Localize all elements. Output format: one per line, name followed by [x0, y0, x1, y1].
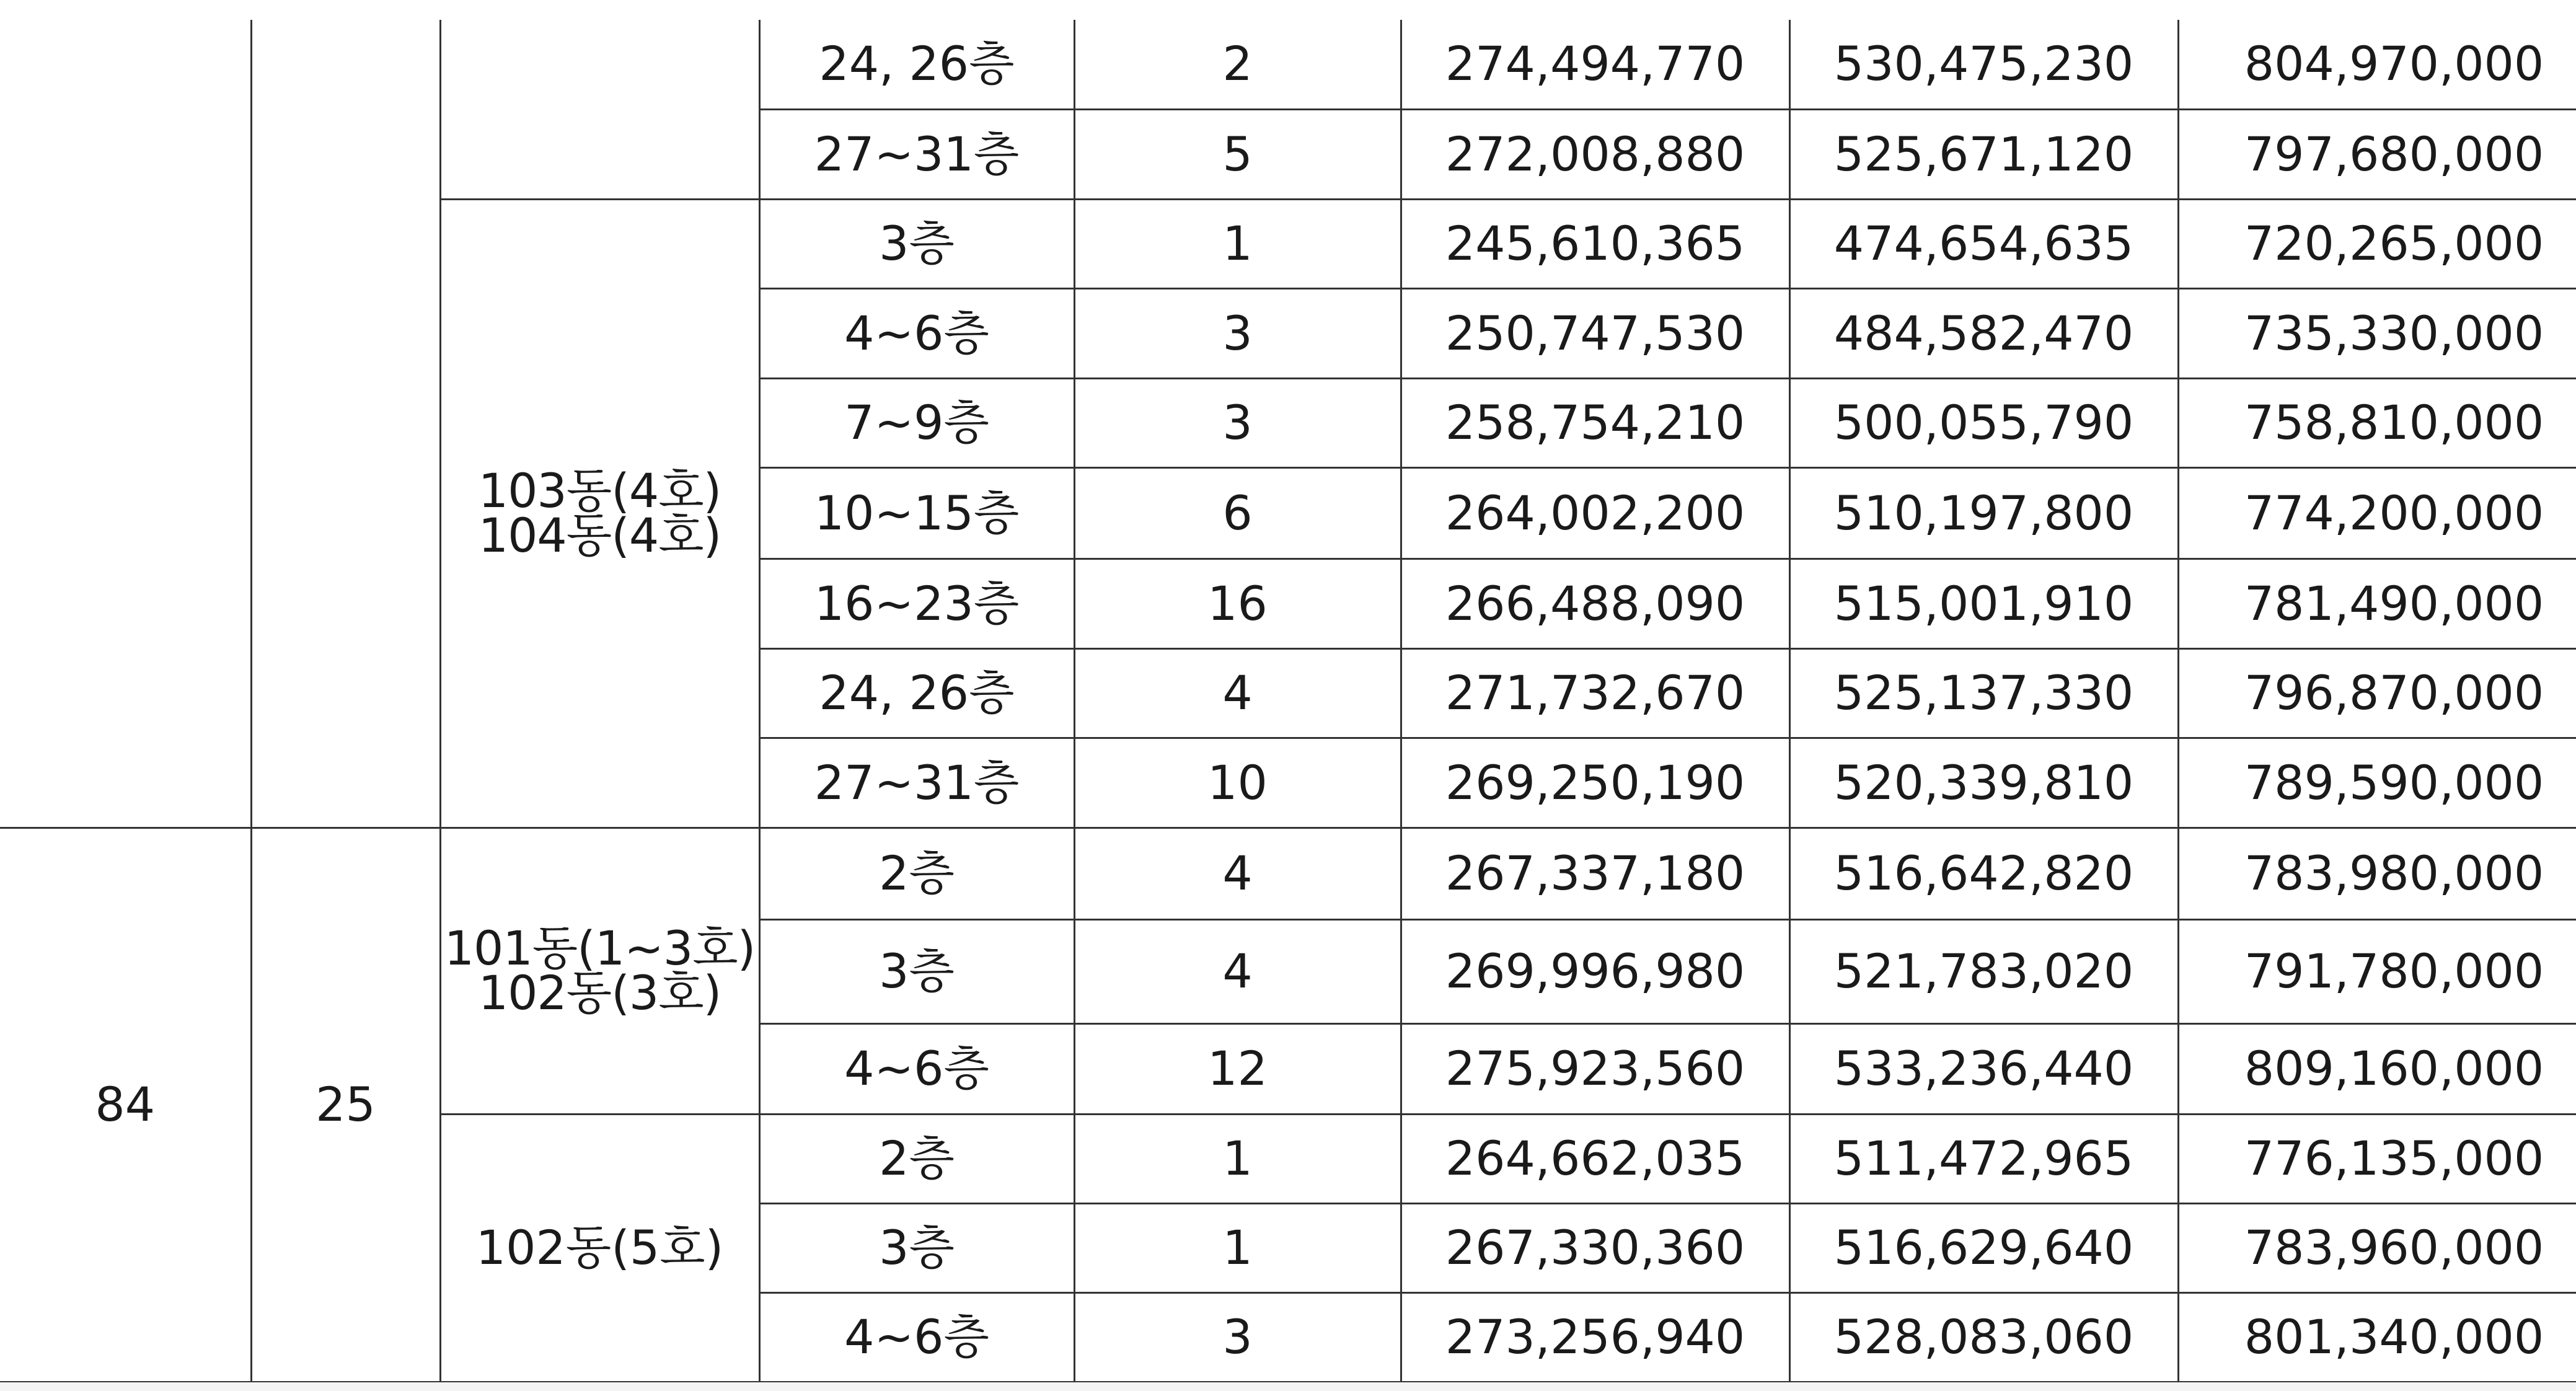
- total-price-cell: 809,160,000: [2178, 1023, 2576, 1114]
- building-price-cell: 520,339,810: [1789, 738, 2178, 828]
- count-cell: 3: [1074, 1292, 1401, 1382]
- floor-cell: 27~31층: [759, 109, 1074, 199]
- total-price-cell: 783,960,000: [2178, 1203, 2576, 1292]
- units-cell: 25: [251, 828, 440, 1382]
- count-cell: 5: [1074, 109, 1401, 199]
- total-price-cell: 735,330,000: [2178, 288, 2576, 378]
- dong-label: 103동(4호): [478, 462, 721, 518]
- land-price-cell: 266,488,090: [1401, 559, 1789, 648]
- floor-cell: 4~6층: [759, 1292, 1074, 1382]
- floor-cell: 3층: [759, 1203, 1074, 1292]
- building-price-cell: 515,001,910: [1789, 559, 2178, 648]
- dong-label: 102동(3호): [478, 965, 721, 1020]
- land-price-cell: 267,337,180: [1401, 828, 1789, 919]
- building-price-cell: 516,642,820: [1789, 828, 2178, 919]
- building-price-cell: 474,654,635: [1789, 199, 2178, 288]
- price-table: [0, 20, 2576, 1383]
- land-price-cell: 250,747,530: [1401, 288, 1789, 378]
- total-price-cell: 758,810,000: [2178, 378, 2576, 467]
- land-price-cell: 271,732,670: [1401, 648, 1789, 738]
- building-price-cell: 511,472,965: [1789, 1114, 2178, 1203]
- total-price-cell: 776,135,000: [2178, 1114, 2576, 1203]
- dong-label: 101동(1~3호): [444, 920, 756, 976]
- total-price-cell: 801,340,000: [2178, 1292, 2576, 1382]
- building-price-cell: 525,137,330: [1789, 648, 2178, 738]
- dong-group-cell: [440, 199, 759, 828]
- building-price-cell: 525,671,120: [1789, 109, 2178, 199]
- building-price-cell: 500,055,790: [1789, 378, 2178, 467]
- total-price-cell: 720,265,000: [2178, 199, 2576, 288]
- floor-cell: 7~9층: [759, 378, 1074, 467]
- floor-cell: 2층: [759, 828, 1074, 919]
- total-price-cell: 789,590,000: [2178, 738, 2576, 828]
- floor-cell: 4~6층: [759, 1023, 1074, 1114]
- total-price-cell: 781,490,000: [2178, 559, 2576, 648]
- land-price-cell: 274,494,770: [1401, 20, 1789, 109]
- land-price-cell: 258,754,210: [1401, 378, 1789, 467]
- area-cell: 84: [0, 828, 251, 1382]
- building-price-cell: 521,783,020: [1789, 919, 2178, 1023]
- floor-cell: 2층: [759, 1114, 1074, 1203]
- count-cell: 1: [1074, 1203, 1401, 1292]
- land-price-cell: 269,996,980: [1401, 919, 1789, 1023]
- land-price-cell: 272,008,880: [1401, 109, 1789, 199]
- count-cell: 3: [1074, 378, 1401, 467]
- building-price-cell: 533,236,440: [1789, 1023, 2178, 1114]
- total-price-cell: 791,780,000: [2178, 919, 2576, 1023]
- area-cell-blank: [0, 20, 251, 828]
- total-price-cell: 804,970,000: [2178, 20, 2576, 109]
- land-price-cell: 267,330,360: [1401, 1203, 1789, 1292]
- land-price-cell: 273,256,940: [1401, 1292, 1789, 1382]
- building-price-cell: 530,475,230: [1789, 20, 2178, 109]
- dong-group-cell: [440, 20, 759, 199]
- total-price-cell: 774,200,000: [2178, 467, 2576, 559]
- land-price-cell: 245,610,365: [1401, 199, 1789, 288]
- building-price-cell: 516,629,640: [1789, 1203, 2178, 1292]
- floor-cell: 3층: [759, 919, 1074, 1023]
- total-price-cell: 783,980,000: [2178, 828, 2576, 919]
- dong-group-cell: [440, 828, 759, 1114]
- count-cell: 4: [1074, 648, 1401, 738]
- count-cell: 1: [1074, 199, 1401, 288]
- floor-cell: 3층: [759, 199, 1074, 288]
- land-price-cell: 275,923,560: [1401, 1023, 1789, 1114]
- page-bottom-edge: [0, 1382, 2576, 1391]
- count-cell: 12: [1074, 1023, 1401, 1114]
- count-cell: 1: [1074, 1114, 1401, 1203]
- count-cell: 6: [1074, 467, 1401, 559]
- table-row: [0, 828, 2576, 919]
- building-price-cell: 510,197,800: [1789, 467, 2178, 559]
- land-price-cell: 269,250,190: [1401, 738, 1789, 828]
- land-price-cell: 264,662,035: [1401, 1114, 1789, 1203]
- floor-cell: 27~31층: [759, 738, 1074, 828]
- floor-cell: 4~6층: [759, 288, 1074, 378]
- floor-cell: 24, 26층: [759, 648, 1074, 738]
- dong-label: 104동(4호): [478, 508, 721, 563]
- count-cell: 4: [1074, 828, 1401, 919]
- total-price-cell: 797,680,000: [2178, 109, 2576, 199]
- table-row: [0, 20, 2576, 109]
- count-cell: 10: [1074, 738, 1401, 828]
- count-cell: 4: [1074, 919, 1401, 1023]
- floor-cell: 16~23층: [759, 559, 1074, 648]
- count-cell: 2: [1074, 20, 1401, 109]
- land-price-cell: 264,002,200: [1401, 467, 1789, 559]
- count-cell: 16: [1074, 559, 1401, 648]
- building-price-cell: 528,083,060: [1789, 1292, 2178, 1382]
- floor-cell: 24, 26층: [759, 20, 1074, 109]
- dong-group-cell: 102동(5호): [440, 1114, 759, 1382]
- floor-cell: 10~15층: [759, 467, 1074, 559]
- count-cell: 3: [1074, 288, 1401, 378]
- units-cell-blank: [251, 20, 440, 828]
- total-price-cell: 796,870,000: [2178, 648, 2576, 738]
- building-price-cell: 484,582,470: [1789, 288, 2178, 378]
